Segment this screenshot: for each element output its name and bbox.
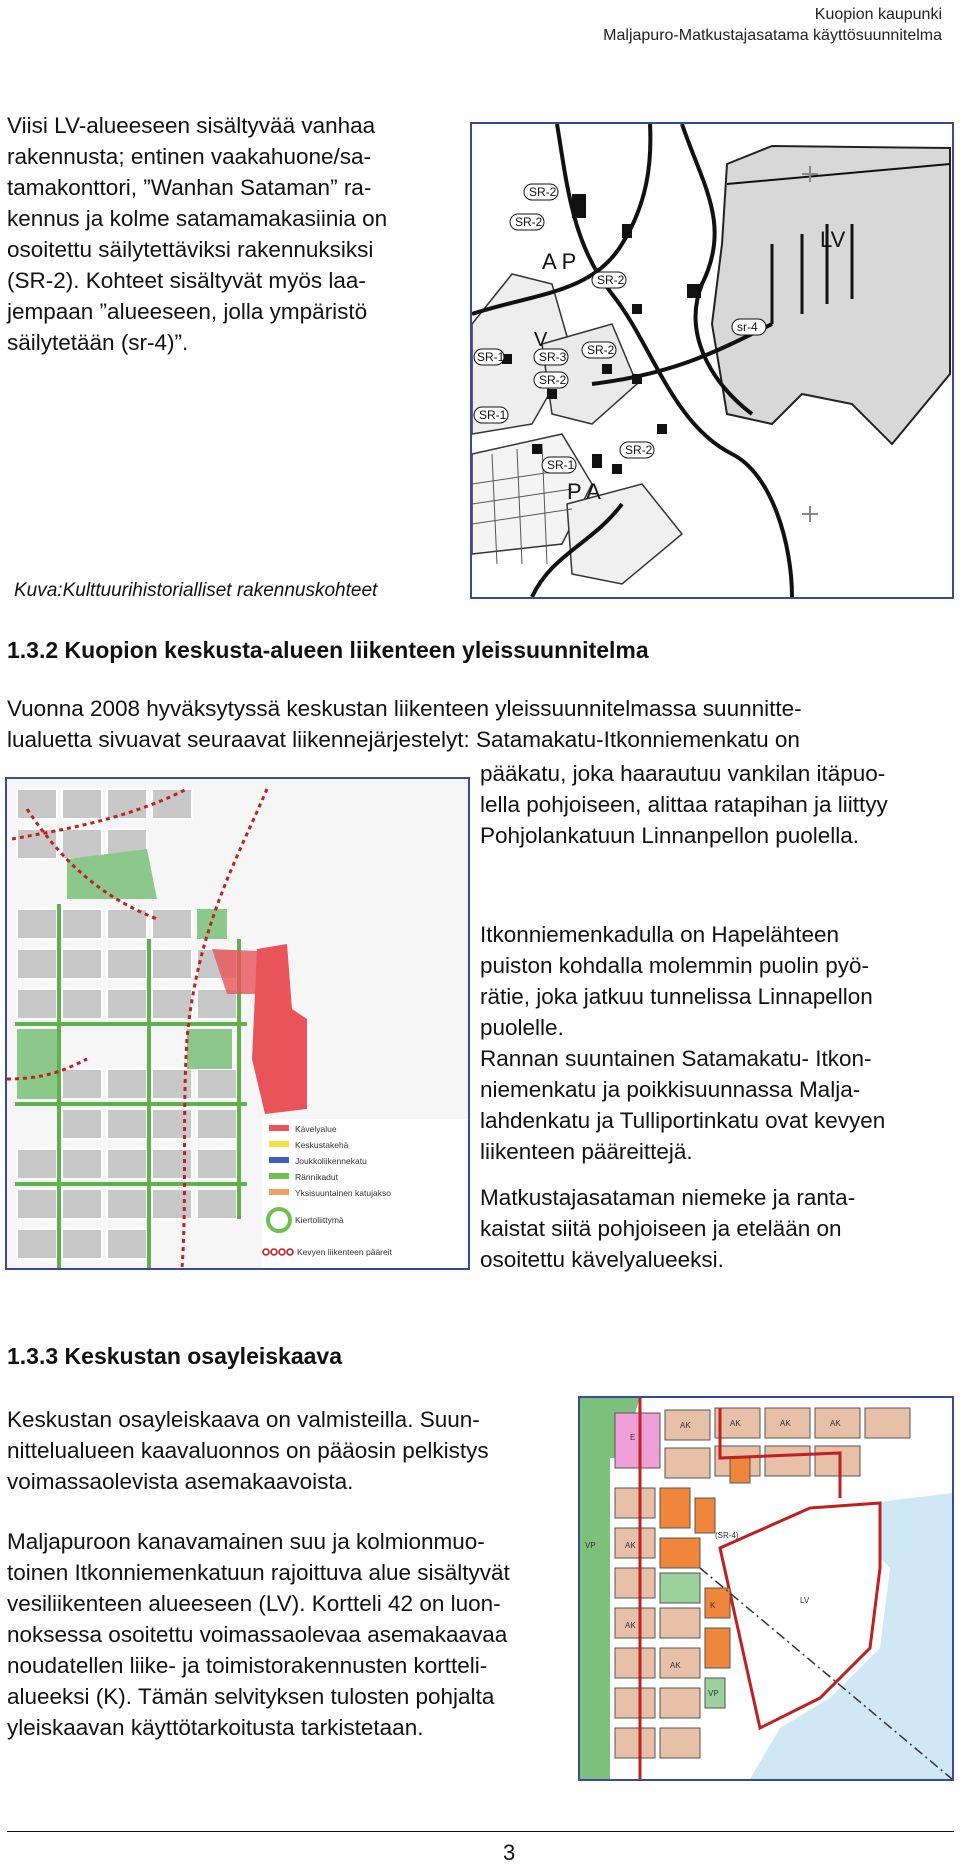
traffic-para-2	[480, 919, 950, 1043]
master-para-2-line-3: vesiliikenteen alueeseen (LV). Kortteli 42 on luon-	[7, 1591, 501, 1616]
legend-ring: Keskustakehä	[295, 1140, 349, 1150]
legend-oneway: Yksisuuntainen katujakso	[295, 1188, 391, 1198]
master-para-1-line-1: Keskustan osayleiskaava on valmisteilla. Suun-	[7, 1407, 480, 1432]
ak-label-1: AK	[680, 1421, 691, 1430]
master-para-2-line-4: noksessa osoitettu voimassaolevaa asemakaavaa	[7, 1622, 508, 1647]
heritage-line-7: jempaan ”alueeseen, jolla ympäristö	[7, 299, 368, 324]
ap-label: A P	[542, 249, 577, 274]
ak-label-4: AK	[830, 1419, 841, 1428]
traffic-para-1-line-2: lella pohjoiseen, alittaa ratapihan ja liittyy	[480, 792, 888, 817]
traffic-intro-line-2: lualuetta sivuavat seuraavat liikennejärjestelyt: Satamakatu-Itkonniemenkatu on	[7, 727, 800, 752]
v-label: V	[534, 329, 548, 351]
ak-label-7: AK	[670, 1661, 681, 1670]
sr1-label-2: SR-1	[479, 408, 507, 422]
heritage-text	[7, 110, 457, 358]
heritage-line-6: (SR-2). Kohteet sisältyvät myös laa-	[7, 268, 366, 293]
ak-label-6: AK	[625, 1621, 636, 1630]
traffic-para-3-line-2: niemenkatu ja poikkisuunnassa Malja-	[480, 1077, 861, 1102]
master-para-2-line-2: toinen Itkonniemenkatuun rajoittuva alue sisältyvät	[7, 1560, 510, 1585]
traffic-para-4-line-2: kaistat siitä pohjoiseen ja etelään on	[480, 1216, 842, 1241]
heritage-line-3: tamakonttori, ”Wanhan Sataman” ra-	[7, 175, 372, 200]
legend-route: Kevyen liikenteen pääreit	[297, 1247, 392, 1257]
legend-swatch-walk	[269, 1125, 289, 1131]
master-para-1-line-3: voimassaolevista asemakaavoista.	[7, 1469, 354, 1494]
traffic-para-1	[480, 758, 955, 851]
traffic-para-2-line-4: puolelle.	[480, 1015, 564, 1040]
legend-roundabout: Kiertoliittymä	[295, 1215, 344, 1225]
sr1-label-1: SR-1	[477, 350, 505, 364]
sr2-label-5: SR-2	[539, 373, 567, 387]
heritage-map-graphic	[472, 124, 952, 597]
lv-label: LV	[820, 227, 846, 252]
master-para-2-line-1: Maljapuroon kanavamainen suu ja kolmionmuo-	[7, 1529, 485, 1554]
legend-ranni: Rännikadut	[295, 1172, 339, 1182]
heritage-map	[470, 122, 954, 599]
legend-swatch-transit	[269, 1157, 289, 1163]
master-para-1	[7, 1404, 562, 1497]
ak-label-5: AK	[625, 1541, 636, 1550]
traffic-para-3-line-4: liikenteen pääreittejä.	[480, 1139, 693, 1164]
sr2-label-4: SR-2	[587, 343, 615, 357]
traffic-para-2-line-2: puiston kohdalla molemmin puolin pyö-	[480, 953, 869, 978]
sr2-label-3: SR-2	[597, 273, 625, 287]
traffic-intro	[7, 693, 917, 755]
page-number: 3	[503, 1840, 516, 1865]
master-plan-graphic	[580, 1398, 952, 1779]
e-label: E	[630, 1433, 636, 1442]
header-document-title: Maljapuro-Matkustajasatama käyttösuunnitelma	[603, 27, 942, 44]
heritage-line-5: osoitettu säilytettäviksi rakennuksiksi	[7, 237, 374, 262]
legend-walk: Kävelyalue	[295, 1124, 337, 1134]
traffic-map-graphic	[7, 779, 468, 1268]
master-para-1-line-2: nittelualueen kaavaluonnos on pääosin pelkistys	[7, 1438, 489, 1463]
header-organization: Kuopion kaupunki	[814, 6, 942, 23]
sr3-label-1: SR-3	[539, 350, 567, 364]
pa-label: P A	[567, 479, 601, 504]
heritage-line-1: Viisi LV-alueeseen sisältyvää vanhaa	[7, 113, 376, 138]
traffic-para-3	[480, 1043, 950, 1167]
master-para-2-line-5: noudatellen liike- ja toimistorakennusten kortteli-	[7, 1653, 488, 1678]
ak-label-3: AK	[780, 1419, 791, 1428]
sr2-label-1: SR-2	[529, 185, 557, 199]
legend-transit: Joukkoliikennekatu	[295, 1156, 367, 1166]
master-plan-map	[578, 1396, 954, 1781]
heritage-line-4: kennus ja kolme satamamakasiinia on	[7, 206, 388, 231]
traffic-heading: 1.3.2 Kuopion keskusta-alueen liikenteen yleissuunnitelma	[7, 637, 649, 663]
legend-swatch-oneway	[269, 1189, 289, 1195]
traffic-para-2-line-3: rätie, joka jatkuu tunnelissa Linnapellon	[480, 984, 873, 1009]
sr4-plan-label: (SR-4)	[715, 1531, 739, 1540]
sr4-label: sr-4	[737, 320, 758, 334]
traffic-para-4	[480, 1182, 950, 1275]
lv-plan-label: LV	[800, 1596, 810, 1605]
sr1-label-3: SR-1	[547, 458, 575, 472]
traffic-intro-line-1: Vuonna 2008 hyväksytyssä keskustan liikenteen yleissuunnitelmassa suunnitte-	[7, 696, 802, 721]
sr2-label-6: SR-2	[625, 443, 653, 457]
traffic-para-3-line-3: lahdenkatu ja Tulliportinkatu ovat kevyen	[480, 1108, 886, 1133]
heritage-map-caption: Kuva:Kulttuurihistorialliset rakennuskohteet	[14, 580, 378, 601]
traffic-para-4-line-3: osoitettu kävelyalueeksi.	[480, 1247, 724, 1272]
ak-label-2: AK	[730, 1419, 741, 1428]
traffic-para-1-line-1: pääkatu, joka haarautuu vankilan itäpuo-	[480, 761, 886, 786]
footer-divider	[7, 1831, 954, 1832]
page-header	[603, 4, 942, 46]
heritage-line-8: säilytetään (sr-4)”.	[7, 330, 189, 355]
heritage-line-2: rakennusta; entinen vaakahuone/sa-	[7, 144, 372, 169]
sr2-label-2: SR-2	[515, 215, 543, 229]
master-para-2-line-7: yleiskaavan käyttötarkoitusta tarkistetaan.	[7, 1715, 424, 1740]
master-para-2-line-6: alueeksi (K). Tämän selvityksen tulosten pohjalta	[7, 1684, 495, 1709]
traffic-para-2-line-1: Itkonniemenkadulla on Hapelähteen	[480, 922, 840, 947]
master-para-2	[7, 1526, 562, 1743]
vp-label-2: VP	[708, 1689, 719, 1698]
traffic-para-3-line-1: Rannan suuntainen Satamakatu- Itkon-	[480, 1046, 872, 1071]
master-plan-heading: 1.3.3 Keskustan osayleiskaava	[7, 1343, 343, 1369]
legend-swatch-ring	[269, 1141, 289, 1147]
traffic-map	[5, 777, 470, 1270]
k-label: K	[710, 1601, 716, 1610]
legend-swatch-ranni	[269, 1173, 289, 1179]
traffic-para-1-line-3: Pohjolankatuun Linnanpellon puolella.	[480, 823, 860, 848]
traffic-para-4-line-1: Matkustajasataman niemeke ja ranta-	[480, 1185, 856, 1210]
vp-label-1: VP	[585, 1541, 596, 1550]
